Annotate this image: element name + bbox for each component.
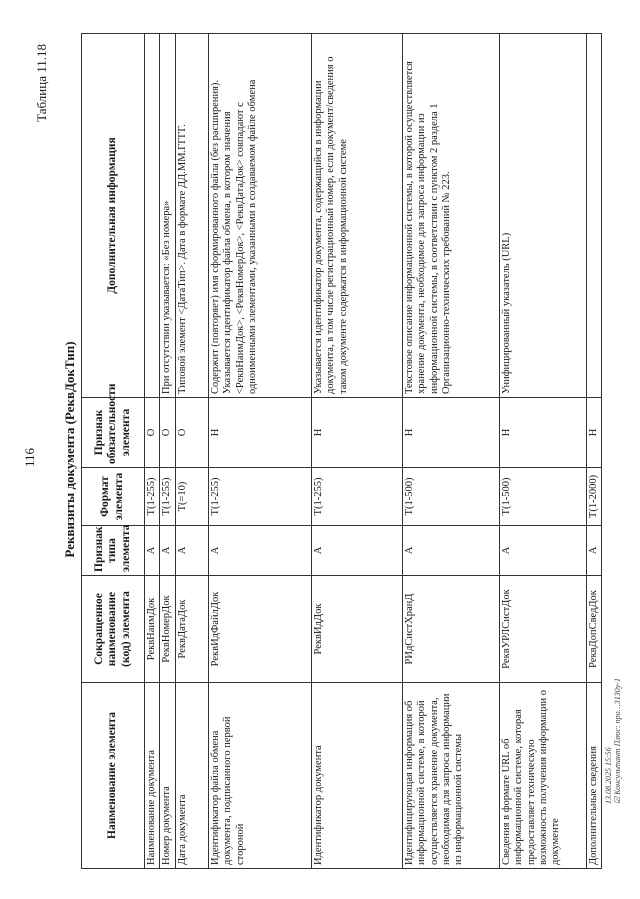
cell-info: Унифицированный указатель (URL) bbox=[499, 34, 586, 398]
cell-code: РеквДатаДок bbox=[175, 576, 208, 683]
cell-required: О bbox=[160, 398, 175, 468]
table-title: Реквизиты документа (РеквДокТип) bbox=[62, 341, 77, 558]
cell-format: T(1-255) bbox=[160, 468, 175, 526]
cell-type: А bbox=[311, 526, 402, 576]
column-header: Признак обязательности элемента bbox=[82, 398, 145, 468]
cell-name: Идентифицирующая информация об информационной системе, в которой осуществляется хранение документа, необходимая для запроса информации из информационной системы bbox=[402, 683, 499, 869]
column-header: Формат элемента bbox=[82, 468, 145, 526]
cell-type: А bbox=[402, 526, 499, 576]
cell-format: T(1-2000) bbox=[586, 468, 601, 526]
table-row bbox=[499, 34, 586, 869]
cell-format: T(1-500) bbox=[402, 468, 499, 526]
cell-code: РеквНомерДок bbox=[160, 576, 175, 683]
cell-name: Идентификатор документа bbox=[311, 683, 402, 869]
cell-format: T(1-255) bbox=[311, 468, 402, 526]
cell-type: А bbox=[499, 526, 586, 576]
cell-type: А bbox=[145, 526, 160, 576]
cell-name: Дополнительные сведения bbox=[586, 683, 601, 869]
page-number: 116 bbox=[22, 447, 37, 467]
cell-required: Н bbox=[499, 398, 586, 468]
cell-name: Идентификатор файла обмена документа, подписанного первой стороной bbox=[208, 683, 311, 869]
cell-name: Сведения в формате URL об информационной системе, которая предоставляет техническую возможность получения информации о документе bbox=[499, 683, 586, 869]
cell-format: T(1-500) bbox=[499, 468, 586, 526]
cell-name: Номер документа bbox=[160, 683, 175, 869]
cell-name: Наименование документа bbox=[145, 683, 160, 869]
column-header: Наименование элемента bbox=[82, 683, 145, 869]
cell-info: Текстовое описание информационной системы, в которой осуществляется хранение документа, необходимое для запроса информации из информационной системы, в соответствии с пунктом 2 раздела 1 Организационно-технических требований № 223. bbox=[402, 34, 499, 398]
cell-required: Н bbox=[586, 398, 601, 468]
table-row bbox=[175, 34, 208, 869]
cell-type: А bbox=[160, 526, 175, 576]
table-row bbox=[208, 34, 311, 869]
cell-required: О bbox=[145, 398, 160, 468]
cell-format: T(1-255) bbox=[208, 468, 311, 526]
cell-required: Н bbox=[208, 398, 311, 468]
cell-required: Н bbox=[402, 398, 499, 468]
table-row bbox=[160, 34, 175, 869]
cell-format: T(1-255) bbox=[145, 468, 160, 526]
cell-code: РеквУРЛСистДок bbox=[499, 576, 586, 683]
table-row bbox=[402, 34, 499, 869]
cell-code: РеквИдФайлДок bbox=[208, 576, 311, 683]
table-row bbox=[586, 34, 601, 869]
cell-info bbox=[586, 34, 601, 398]
table-label: Таблица 11.18 bbox=[34, 44, 49, 122]
cell-type: А bbox=[208, 526, 311, 576]
column-header: Дополнительная информация bbox=[82, 34, 145, 398]
cell-info: Содержит (повторяет) имя сформированного файла (без расширения). Указывается идентификатор файла обмена, в котором значения <РеквНаимДок>, <РеквНомерДок>, <РеквДатаДок> совпадают с одноименными элементами, указанными в создаваемом файле обмена bbox=[208, 34, 311, 398]
cell-code: РеквДопСведДок bbox=[586, 576, 601, 683]
table-row bbox=[311, 34, 402, 869]
cell-required: О bbox=[175, 398, 208, 468]
print-stamp bbox=[604, 678, 622, 804]
column-header: Сокращенное наименование (код) элемента bbox=[82, 576, 145, 683]
cell-code: РеквИдДок bbox=[311, 576, 402, 683]
cell-name: Дата документа bbox=[175, 683, 208, 869]
requisites-table bbox=[81, 33, 602, 869]
table-header-row bbox=[82, 34, 145, 869]
cell-format: T(=10) bbox=[175, 468, 208, 526]
cell-required: Н bbox=[311, 398, 402, 468]
table-row bbox=[145, 34, 160, 869]
cell-code: РеквНаимДок bbox=[145, 576, 160, 683]
stamp-date: 13.08.2025 15:56 bbox=[604, 747, 613, 804]
column-header: Признак типа элемента bbox=[82, 526, 145, 576]
cell-info: Типовой элемент <ДатаТип>. Дата в формате ДД.ММ.ГГГГ. bbox=[175, 34, 208, 398]
cell-info: Указывается идентификатор документа, содержащийся в информации документа, в том числе регистрационный номер, если документ/сведения о таком документе содержатся в информационной системе bbox=[311, 34, 402, 398]
cell-info bbox=[145, 34, 160, 398]
stamp-source: ☑ Консультант Плюс: про…3130у-1 bbox=[613, 678, 623, 804]
cell-code: РИдСистХранД bbox=[402, 576, 499, 683]
cell-type: А bbox=[175, 526, 208, 576]
cell-type: А bbox=[586, 526, 601, 576]
cell-info: При отсутствии указывается: «Без номера» bbox=[160, 34, 175, 398]
